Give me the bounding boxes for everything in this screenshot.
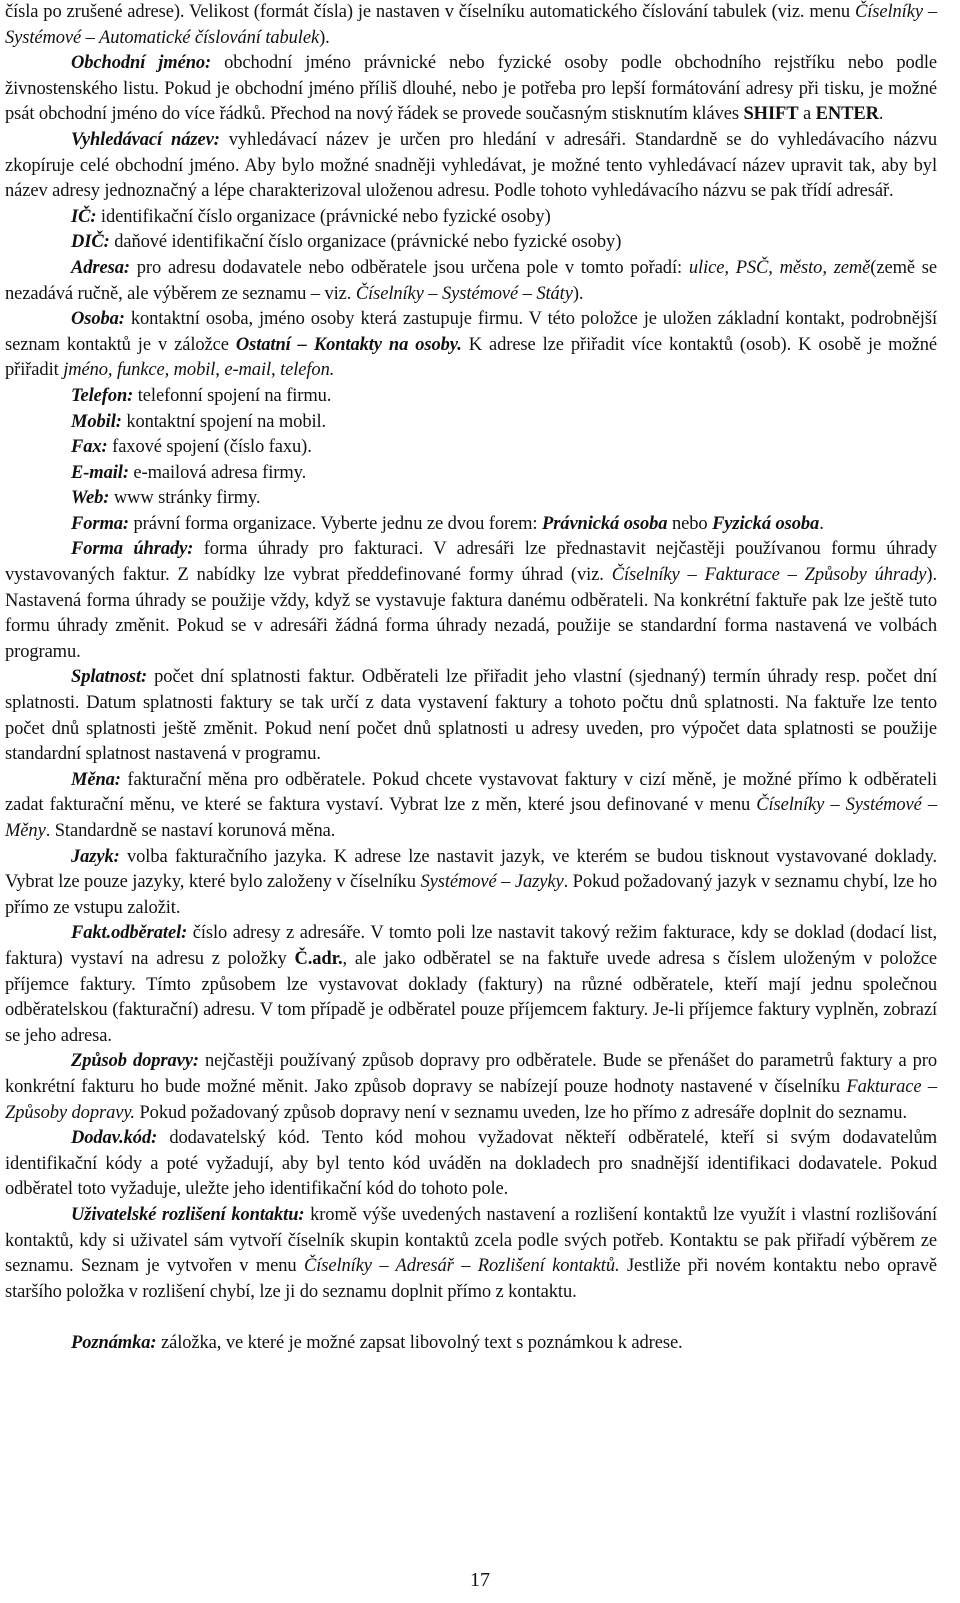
term-mena: Měna: [71,769,121,790]
term-adresa: Adresa: [71,257,130,278]
fakt-text-2: , ale jako odběratel se na faktuře uvede adresa s číslem uloženým v položce příjemce faktury. Tímto způsobem lze vystavovat doklady (faktury) na různé odběratele, kteří mají jednu společnou odběratelskou (fakturační) adresu. V tom případě je odběratel pouze příjemcem faktury. Je-li příjemce faktury vyplněn, zobrazí se jeho adresa. [5,948,937,1046]
paragraph-forma [5,512,937,538]
ic-text: identifikační číslo organizace (právnické nebo fyzické osoby) [96,206,551,227]
doprava-text-2: Pokud požadovaný způsob dopravy není v seznamu uveden, lze ho přímo z adresáře doplnit do seznamu. [134,1102,907,1123]
telefon-text: telefonní spojení na firmu. [133,385,332,406]
email-text: e-mailová adresa firmy. [128,462,307,483]
jazyk-text-2: . Pokud požadovaný jazyk v seznamu chybí, lze ho přímo ze vstupu založit. [5,872,937,918]
adresa-fields: ulice, PSČ, město, země [688,257,871,278]
term-forma-uhrady: Forma úhrady: [71,539,194,560]
term-obchodni-jmeno: Obchodní jméno: [71,53,212,74]
paragraph-osoba [5,307,937,384]
intro-text: čísla po zrušené adrese). Velikost (formát čísla) je nastaven v číselníku automatického číslování tabulek (viz. menu [5,2,855,22]
forma-fyzicka: Fyzická osoba [712,513,820,534]
forma-pravnicka: Právnická osoba [542,513,668,534]
rozliseni-text-2: Jestliže při novém kontaktu nebo opravě staršího položka v rozlišení chybí, lze ji do seznamu doplnit přímo z kontaktu. [5,1256,938,1302]
paragraph-ic [5,205,937,231]
paragraph-vyhledavaci-nazev [5,128,937,205]
term-telefon: Telefon: [71,385,134,406]
rozliseni-menu-path: Číselníky – Adresář – Rozlišení kontaktů. [303,1256,620,1277]
osoba-fields: jméno, funkce, mobil, e-mail, telefon. [63,360,335,381]
jazyk-text: volba fakturačního jazyka. K adrese lze nastavit jazyk, ve kterém se budou tisknout vystavované doklady. Vybrat lze pouze jazyky, které bylo založeny v číselníku [5,846,937,893]
term-ic: IČ: [71,206,97,227]
osoba-text: kontaktní osoba, jméno osoby která zastupuje firmu. V této položce je uložen základní kontakt, podrobnější seznam kontaktů je v záložce [5,309,937,355]
paragraph-adresa [5,256,937,307]
term-dodav-kod: Dodav.kód: [71,1128,158,1149]
term-fakt-odberatel: Fakt.odběratel: [71,923,188,944]
term-poznamka: Poznámka: [71,1333,157,1354]
paragraph-dic [5,230,937,256]
paragraph-intro [5,0,937,51]
doprava-text: nejčastěji používaný způsob dopravy pro odběratele. Bude se přenášet do parametrů faktury a pro konkrétní fakturu ho bude možné měnit. Jako způsob dopravy se nabízejí pouze hodnoty nastavené v číselníku [5,1051,937,1097]
term-web: Web: [71,488,110,509]
doprava-menu-path: Fakturace – Způsoby dopravy. [5,1076,937,1123]
term-splatnost: Splatnost: [71,667,148,688]
uhrada-text-2: ). Nastavená forma úhrady se použije vždy, když se vystavuje faktura danému odběrateli. Na konkrétní faktuře pak lze ještě tuto formu úhrady změnit. Pokud se v adresáři žádná forma úhrady nezadá, použije se standardní forma nastavená ve volbách programu. [5,565,937,662]
term-email: E-mail: [71,462,129,483]
poznamka-text: záložka, ve které je možné zapsat libovolný text s poznámkou k adrese. [156,1333,683,1354]
rozliseni-text: kromě výše uvedených nastavení a rozlišení kontaktů lze využít i vlastní rozlišování kontaktů, kdy si uživatel sám vytvoří číselník skupin kontaktů zcela podle svých potřeb. Kontaktu se pak přiřadí výběrem ze seznamu. Seznam je vytvořen v menu [5,1204,938,1277]
adresa-end: ). [572,283,584,304]
paragraph-splatnost [5,665,937,767]
document-page [5,0,937,1357]
dic-text: daňové identifikační číslo organizace (právnické nebo fyzické osoby) [109,232,622,253]
adresa-text-2: (země se nezadává ručně, ale výběrem ze seznamu – viz. [5,257,938,304]
paragraph-zpusob-dopravy [5,1049,937,1126]
paragraph-dodav-kod [5,1126,937,1203]
page-number: 17 [470,1569,490,1591]
term-dic: DIČ: [71,232,110,253]
obchodni-text: obchodní jméno právnické nebo fyzické osoby podle obchodního rejstříku nebo podle živnostenského listu. Pokud je obchodní jméno příliš dlouhé, nebo je potřeba pro lepší formátování adresy při tisku, je možné psát obchodní jméno do více řádků. Přechod na nový řádek se provede současným stisknutím kláves [5,53,938,125]
paragraph-mobil [5,410,937,436]
uhrada-menu-path: Číselníky – Fakturace – Způsoby úhrady [611,565,927,586]
paragraph-forma-uhrady [5,537,937,665]
term-uzivatelske-rozliseni: Uživatelské rozlišení kontaktu: [71,1204,305,1225]
term-vyhledavaci-nazev: Vyhledávací název: [71,129,220,150]
web-text: www stránky firmy. [109,488,261,509]
intro-end: ). [319,27,330,48]
paragraph-uzivatelske-rozliseni [5,1203,937,1305]
paragraph-poznamka [5,1331,937,1357]
forma-or: nebo [667,513,713,534]
term-fax: Fax: [71,437,108,458]
forma-text: právní forma organizace. Vyberte jednu ze dvou forem: [129,513,542,534]
dodav-text: dodavatelský kód. Tento kód mohou vyžadovat někteří odběratelé, kteří si svým dodavatelům identifikační kódy a poté vyžadují, aby byl tento kód uváděn na dokladech pro snadnější identifikaci dodavatele. Pokud odběratel toto vyžaduje, uležte jeho identifikační kód do tohoto pole. [5,1128,937,1200]
vyhled-text: vyhledávací název je určen pro hledání v adresáři. Standardně se do vyhledávacího názvu zkopíruje celé obchodní jméno. Aby bylo možné snadněji vyhledávat, je možné tento vyhledávací název upravit tak, aby byl název adresy jednoznačný a lépe charakterizoval uloženou adresu. Podle tohoto vyhledávacího názvu se pak třídí adresář. [5,129,937,202]
mena-text-2: . Standardně se nastaví korunová měna. [45,821,336,841]
fakt-text: číslo adresy z adresáře. V tomto poli lze nastavit takový režim fakturace, kdy se doklad (dodací list, faktura) vystaví na adresu z položky [5,923,937,969]
forma-end: . [819,513,824,534]
mena-text: fakturační měna pro odběratele. Pokud chcete vystavovat faktury v cizí měně, je možné přímo k odběrateli zadat fakturační měnu, ve které se faktura vystaví. Vybrat lze z měn, které jsou definované v menu [5,769,937,816]
paragraph-telefon [5,384,937,410]
term-zpusob-dopravy: Způsob dopravy: [71,1051,199,1072]
osoba-tab-name: Ostatní – Kontakty na osoby. [235,334,462,355]
adresa-text: pro adresu dodavatele nebo odběratele jsou určena pole v tomto pořadí: [129,257,689,278]
uhrada-text: forma úhrady pro fakturaci. V adresáři lze přednastavit nejčastěji používanou formu úhrady vystavovaných faktur. Z nabídky lze vybrat předdefinované formy úhrad (viz. [5,539,937,586]
osoba-text-2: K adrese lze přiřadit více kontaktů (osob). K osobě je možné přiřadit [5,334,937,381]
adresa-menu-path: Číselníky – Systémové – Státy [355,283,573,304]
key-shift: SHIFT [743,104,799,125]
obchodni-end: . [878,104,884,125]
paragraph-obchodni-jmeno [5,51,937,128]
jazyk-menu-path: Systémové – Jazyky [420,872,564,893]
term-osoba: Osoba: [71,309,125,330]
term-forma: Forma: [71,513,129,534]
paragraph-jazyk [5,845,937,922]
key-enter: ENTER [815,104,879,125]
obchodni-and: a [798,104,816,125]
term-mobil: Mobil: [71,411,122,432]
term-jazyk: Jazyk: [71,846,120,867]
paragraph-fakt-odberatel [5,921,937,1049]
paragraph-mena [5,768,937,845]
intro-menu-path: Číselníky – Systémové – Automatické číslování tabulek [5,2,937,48]
paragraph-fax [5,435,937,461]
mena-menu-path: Číselníky – Systémové – Měny [5,795,937,841]
paragraph-email [5,461,937,487]
mobil-text: kontaktní spojení na mobil. [121,411,327,432]
paragraph-web [5,486,937,512]
fakt-cadr: Č.adr. [294,948,343,969]
fax-text: faxové spojení (číslo faxu). [107,437,312,458]
splatnost-text: počet dní splatnosti faktur. Odběrateli lze přiřadit jeho vlastní (sjednaný) termín úhrady resp. počet dní splatnosti. Datum splatnosti faktury se tak určí z data vystavení faktury a tohoto počtu dnů splatnosti. Na faktuře lze tento počet dnů splatnosti ještě změnit. Pokud není počet dnů splatnosti u adresy uveden, pro výpočet data splatnosti se použije standardní splatnost nastavená v programu. [5,667,937,765]
